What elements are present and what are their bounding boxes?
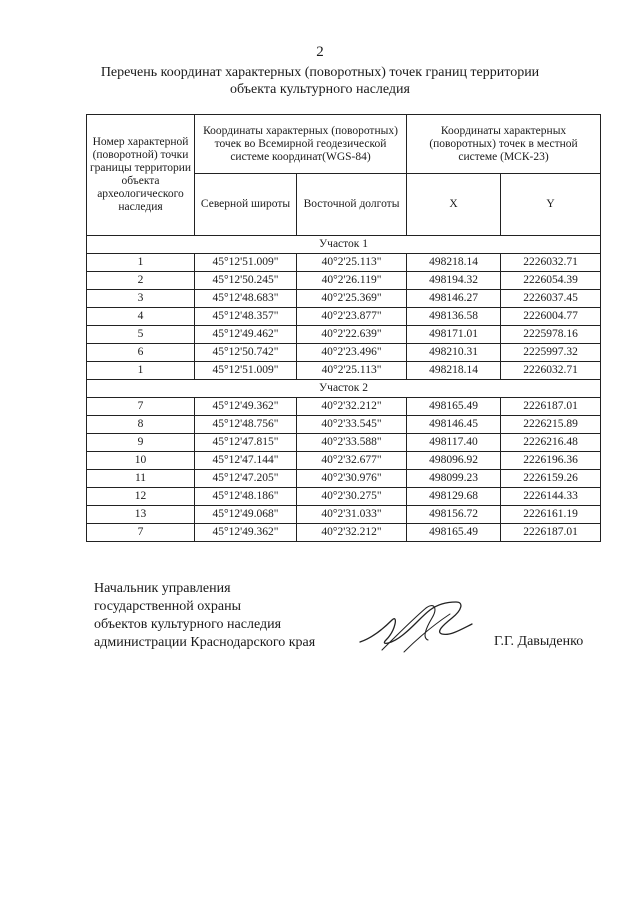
cell-point-number: 7 <box>87 398 195 416</box>
cell-point-number: 10 <box>87 452 195 470</box>
cell-north-latitude: 45°12'48.186" <box>195 488 297 506</box>
signer-position-line-3: объектов культурного наследия <box>94 617 282 632</box>
table-row <box>87 470 601 488</box>
header-msk23-group: Координаты характерных (поворотных) точек в местной системе (МСК-23) <box>407 115 601 174</box>
coordinates-table <box>86 114 601 542</box>
cell-x: 498099.23 <box>407 470 501 488</box>
cell-y: 2225997.32 <box>501 344 601 362</box>
table-row <box>87 416 601 434</box>
signer-position-line-1: Начальник управления <box>94 581 231 596</box>
cell-x: 498165.49 <box>407 524 501 542</box>
cell-y: 2226187.01 <box>501 398 601 416</box>
table-row <box>87 326 601 344</box>
cell-east-longitude: 40°2'23.496" <box>297 344 407 362</box>
cell-x: 498218.14 <box>407 254 501 272</box>
document-title-line-2: объекта культурного наследия <box>230 82 410 97</box>
cell-x: 498156.72 <box>407 506 501 524</box>
cell-east-longitude: 40°2'26.119" <box>297 272 407 290</box>
cell-point-number: 7 <box>87 524 195 542</box>
header-x: X <box>407 174 501 236</box>
table-row <box>87 272 601 290</box>
cell-north-latitude: 45°12'47.144" <box>195 452 297 470</box>
table-row <box>87 434 601 452</box>
cell-x: 498146.45 <box>407 416 501 434</box>
cell-y: 2226144.33 <box>501 488 601 506</box>
cell-east-longitude: 40°2'25.113" <box>297 362 407 380</box>
cell-y: 2226216.48 <box>501 434 601 452</box>
cell-x: 498096.92 <box>407 452 501 470</box>
cell-east-longitude: 40°2'32.677" <box>297 452 407 470</box>
cell-point-number: 5 <box>87 326 195 344</box>
coordinates-table-body <box>87 236 601 542</box>
cell-point-number: 4 <box>87 308 195 326</box>
cell-east-longitude: 40°2'25.369" <box>297 290 407 308</box>
cell-east-longitude: 40°2'32.212" <box>297 524 407 542</box>
section-title: Участок 1 <box>87 236 601 254</box>
signer-position-line-4: администрации Краснодарского края <box>94 635 316 650</box>
table-row <box>87 506 601 524</box>
cell-x: 498194.32 <box>407 272 501 290</box>
cell-east-longitude: 40°2'33.588" <box>297 434 407 452</box>
cell-y: 2226187.01 <box>501 524 601 542</box>
cell-north-latitude: 45°12'47.815" <box>195 434 297 452</box>
cell-point-number: 13 <box>87 506 195 524</box>
cell-north-latitude: 45°12'49.462" <box>195 326 297 344</box>
cell-point-number: 6 <box>87 344 195 362</box>
cell-x: 498171.01 <box>407 326 501 344</box>
cell-point-number: 2 <box>87 272 195 290</box>
cell-north-latitude: 45°12'47.205" <box>195 470 297 488</box>
cell-point-number: 1 <box>87 362 195 380</box>
header-y: Y <box>501 174 601 236</box>
cell-north-latitude: 45°12'48.357" <box>195 308 297 326</box>
cell-east-longitude: 40°2'30.976" <box>297 470 407 488</box>
cell-y: 2226054.39 <box>501 272 601 290</box>
table-row <box>87 488 601 506</box>
cell-point-number: 1 <box>87 254 195 272</box>
table-row <box>87 452 601 470</box>
header-wgs84-group: Координаты характерных (поворотных) точек во Всемирной геодезической системе координат(WGS-84) <box>195 115 407 174</box>
signer-name: Г.Г. Давыденко <box>494 634 584 649</box>
section-row <box>87 236 601 254</box>
cell-point-number: 11 <box>87 470 195 488</box>
cell-y: 2226215.89 <box>501 416 601 434</box>
cell-north-latitude: 45°12'50.245" <box>195 272 297 290</box>
cell-y: 2226032.71 <box>501 362 601 380</box>
table-row <box>87 362 601 380</box>
signer-position-line-2: государственной охраны <box>94 599 242 614</box>
cell-point-number: 9 <box>87 434 195 452</box>
section-title: Участок 2 <box>87 380 601 398</box>
cell-point-number: 3 <box>87 290 195 308</box>
cell-east-longitude: 40°2'31.033" <box>297 506 407 524</box>
cell-north-latitude: 45°12'49.068" <box>195 506 297 524</box>
section-row <box>87 380 601 398</box>
table-row <box>87 290 601 308</box>
cell-north-latitude: 45°12'50.742" <box>195 344 297 362</box>
header-north-latitude: Северной широты <box>195 174 297 236</box>
cell-north-latitude: 45°12'49.362" <box>195 398 297 416</box>
cell-x: 498218.14 <box>407 362 501 380</box>
table-row <box>87 308 601 326</box>
cell-x: 498136.58 <box>407 308 501 326</box>
cell-x: 498165.49 <box>407 398 501 416</box>
cell-x: 498146.27 <box>407 290 501 308</box>
cell-y: 2226196.36 <box>501 452 601 470</box>
cell-north-latitude: 45°12'49.362" <box>195 524 297 542</box>
cell-east-longitude: 40°2'25.113" <box>297 254 407 272</box>
document-title <box>80 64 560 98</box>
table-row <box>87 254 601 272</box>
cell-x: 498117.40 <box>407 434 501 452</box>
cell-east-longitude: 40°2'23.877" <box>297 308 407 326</box>
cell-y: 2226004.77 <box>501 308 601 326</box>
cell-x: 498210.31 <box>407 344 501 362</box>
cell-east-longitude: 40°2'30.275" <box>297 488 407 506</box>
cell-east-longitude: 40°2'22.639" <box>297 326 407 344</box>
cell-north-latitude: 45°12'48.756" <box>195 416 297 434</box>
table-row <box>87 344 601 362</box>
header-east-longitude: Восточной долготы <box>297 174 407 236</box>
cell-y: 2225978.16 <box>501 326 601 344</box>
cell-y: 2226032.71 <box>501 254 601 272</box>
cell-y: 2226037.45 <box>501 290 601 308</box>
cell-east-longitude: 40°2'33.545" <box>297 416 407 434</box>
signature-block <box>94 580 315 652</box>
cell-north-latitude: 45°12'48.683" <box>195 290 297 308</box>
cell-point-number: 8 <box>87 416 195 434</box>
cell-north-latitude: 45°12'51.009" <box>195 362 297 380</box>
cell-point-number: 12 <box>87 488 195 506</box>
cell-y: 2226159.26 <box>501 470 601 488</box>
cell-y: 2226161.19 <box>501 506 601 524</box>
page-number: 2 <box>316 44 324 60</box>
table-row <box>87 524 601 542</box>
header-point-number: Номер характерной (поворотной) точки границы территории объекта археологического наследия <box>87 115 195 236</box>
cell-north-latitude: 45°12'51.009" <box>195 254 297 272</box>
handwritten-signature <box>352 590 482 660</box>
cell-x: 498129.68 <box>407 488 501 506</box>
cell-east-longitude: 40°2'32.212" <box>297 398 407 416</box>
document-title-line-1: Перечень координат характерных (поворотных) точек границ территории <box>100 65 540 80</box>
table-row <box>87 398 601 416</box>
